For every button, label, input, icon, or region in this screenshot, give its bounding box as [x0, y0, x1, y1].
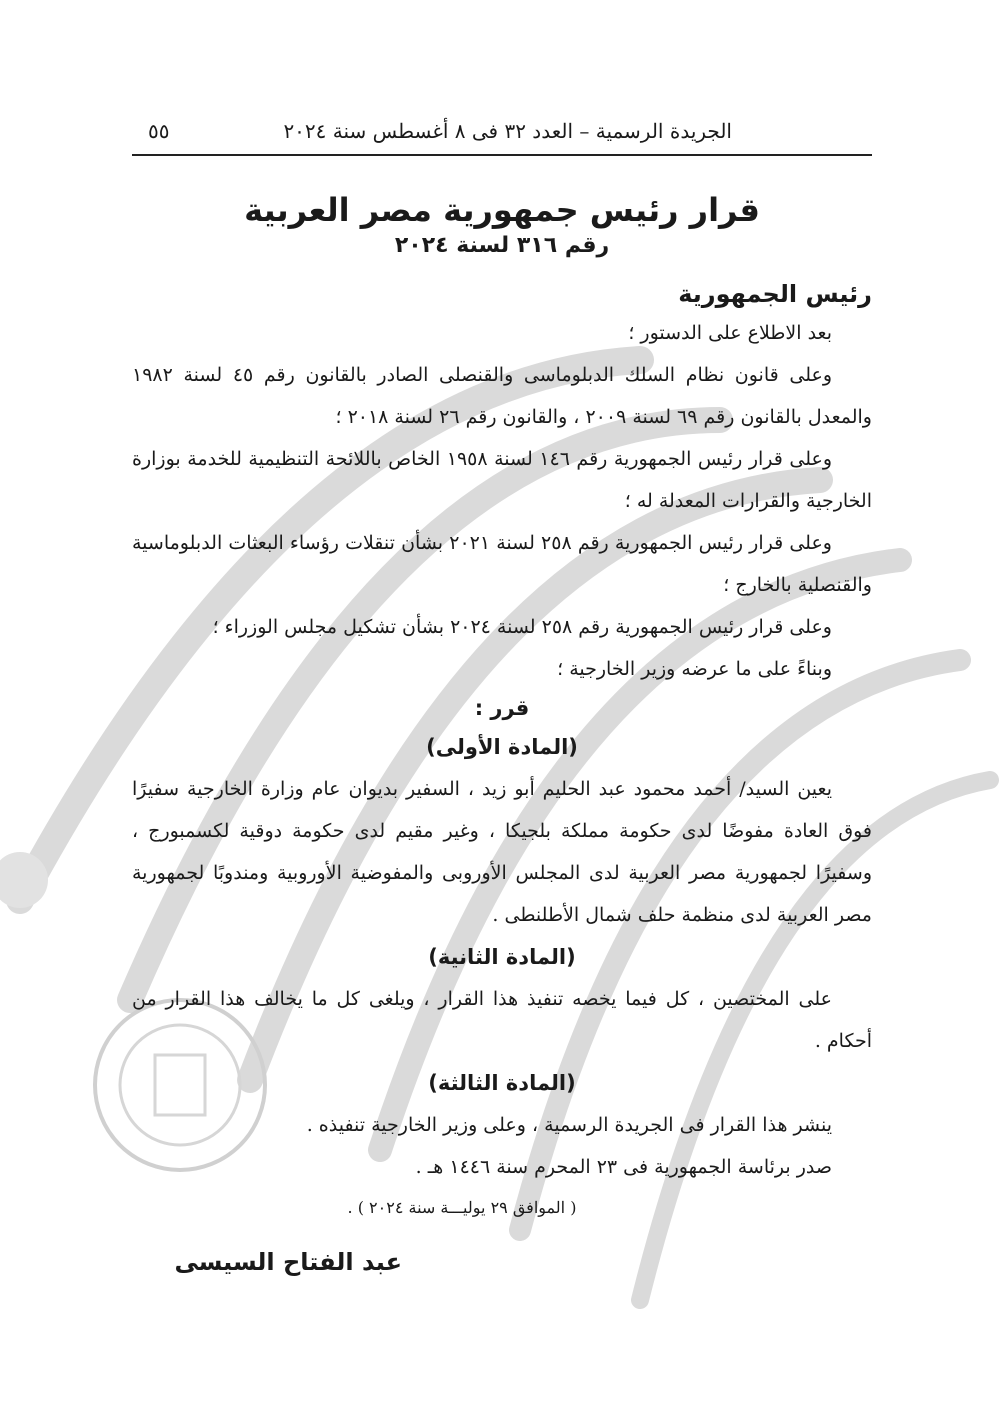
- corresponding-date: ( الموافق ٢٩ يوليـــة سنة ٢٠٢٤ ) .: [347, 1198, 577, 1217]
- president-heading: رئيس الجمهورية: [678, 280, 872, 308]
- preamble-item: بعد الاطلاع على الدستور ؛: [628, 322, 832, 344]
- signature: عبد الفتاح السيسى: [174, 1248, 402, 1276]
- decided-heading: قرر :: [474, 696, 530, 720]
- preamble-item: وعلى قانون نظام السلك الدبلوماسى والقنصلى الصادر بالقانون رقم ٤٥ لسنة ١٩٨٢ والمعدل بالقانون رقم ٦٩ لسنة ٢٠٠٩ ، والقانون رقم ٢٦ لسنة ٢٠١٨ ؛: [132, 364, 872, 428]
- page-header: [132, 108, 872, 156]
- preamble-item: وعلى قرار رئيس الجمهورية رقم ١٤٦ لسنة ١٩٥٨ الخاص باللائحة التنظيمية للخدمة بوزارة الخارجية والقرارات المعدلة له ؛: [132, 448, 872, 512]
- preamble-item: وعلى قرار رئيس الجمهورية رقم ٢٥٨ لسنة ٢٠٢٤ بشأن تشكيل مجلس الوزراء ؛: [212, 616, 832, 638]
- article-title: (المادة الأولى): [426, 735, 578, 759]
- decree-title: قرار رئيس جمهورية مصر العربية: [244, 191, 760, 229]
- article-text: ينشر هذا القرار فى الجريدة الرسمية ، وعلى وزير الخارجية تنفيذه .: [306, 1114, 832, 1136]
- decree-number: رقم ٣١٦ لسنة ٢٠٢٤: [394, 233, 610, 258]
- article-text: يعين السيد/ أحمد محمود عبد الحليم أبو زيد ، السفير بديوان عام وزارة الخارجية سفيرًا فوق العادة مفوضًا لدى حكومة مملكة بلجيكا ، وغير مقيم لدى حكومة دوقية لكسمبورج ، وسفيرًا لجمهورية مصر العربية لدى المجلس الأوروبى والمفوضية الأوروبية ومندوبًا لجمهورية مصر العربية لدى منظمة حلف شمال الأطلنطى .: [132, 778, 872, 926]
- gazette-page: [132, 108, 872, 1282]
- article-text: على المختصين ، كل فيما يخصه تنفيذ هذا القرار ، ويلغى كل ما يخالف هذا القرار من أحكام .: [132, 988, 872, 1052]
- page-number: ٥٥: [148, 119, 170, 143]
- gazette-title: الجريدة الرسمية – العدد ٣٢ فى ٨ أغسطس سنة ٢٠٢٤: [283, 119, 732, 143]
- issued-line: صدر برئاسة الجمهورية فى ٢٣ المحرم سنة ١٤٤٦ هـ .: [415, 1156, 832, 1178]
- preamble-item: وعلى قرار رئيس الجمهورية رقم ٢٥٨ لسنة ٢٠٢١ بشأن تنقلات رؤساء البعثات الدبلوماسية والقنصلية بالخارج ؛: [132, 532, 872, 596]
- article-title: (المادة الثالثة): [428, 1071, 576, 1095]
- article-title: (المادة الثانية): [428, 945, 576, 969]
- preamble-item: وبناءً على ما عرضه وزير الخارجية ؛: [557, 658, 832, 680]
